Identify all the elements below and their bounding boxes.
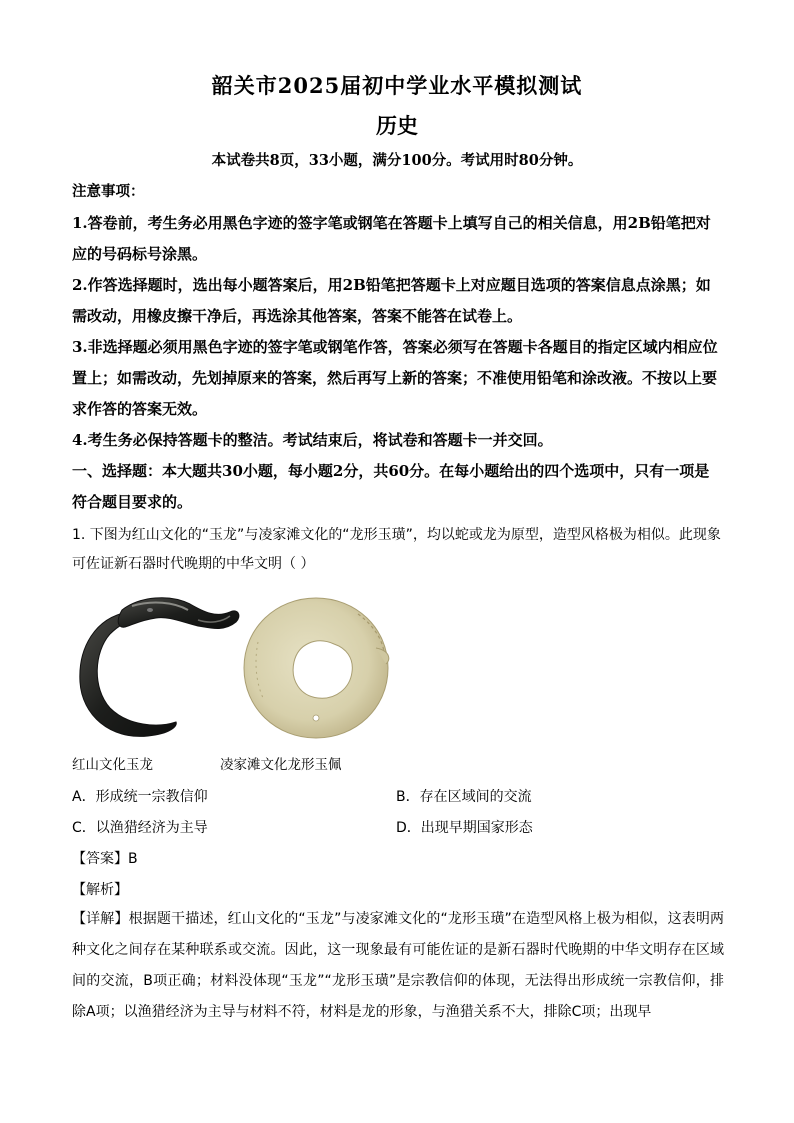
exam-info: 本试卷共8页，33小题，满分100分。考试用时80分钟。: [211, 152, 583, 169]
notice-item-2: 2.作答选择题时，选出每小题答案后，用2B铅笔把答题卡上对应题目选项的答案信息点涂黑；如需改动，用橡皮擦干净后，再选涂其他答案，答案不能答在试卷上。: [72, 276, 711, 325]
detail-label: 【详解】: [72, 911, 129, 927]
jade-pendant-icon: [238, 592, 396, 742]
notice-heading: 注意事项：: [72, 183, 145, 200]
answer-label: 【答案】B: [72, 851, 138, 867]
detail-paragraph: [72, 904, 724, 1028]
subject-title: 历史: [376, 113, 418, 138]
jade-dragon-icon: [70, 590, 245, 745]
analysis-label: 【解析】: [72, 882, 128, 898]
question-1-stem: 1. 下图为红山文化的“玉龙”与凌家滩文化的“龙形玉璜”，均以蛇或龙为原型，造型风格极为相似。此现象可佐证新石器时代晚期的中华文明（ ）: [72, 527, 721, 572]
section-heading: 一、选择题：本大题共30小题，每小题2分，共60分。在每小题给出的四个选项中，只有一项是符合题目要求的。: [72, 462, 710, 511]
image-caption-1: 红山文化玉龙: [72, 757, 153, 773]
page-title: 韶关市2025届初中学业水平模拟测试: [211, 73, 583, 98]
notice-item-3: 3.非选择题必须用黑色字迹的签字笔或钢笔作答，答案必须写在答题卡各题目的指定区域内相应位置上；如需改动，先划掉原来的答案，然后再写上新的答案；不准使用铅笔和涂改液。不按以上要求作答的答案无效。: [72, 338, 718, 418]
notice-item-4: 4.考生务必保持答题卡的整洁。考试结束后，将试卷和答题卡一并交回。: [72, 431, 553, 449]
detail-text: 根据题干描述，红山文化的“玉龙”与凌家滩文化的“龙形玉璜”在造型风格上极为相似，这表明两种文化之间存在某种联系或交流。因此，这一现象最有可能佐证的是新石器时代晚期的中华文明存在区域间的交流，B项正确；材料没体现“玉龙”“龙形玉璜”是宗教信仰的体现，无法得出形成统一宗教信仰，排除A项；以渔猎经济为主导与材料不符，材料是龙的形象，与渔猎关系不大，排除C项；出现早: [72, 911, 725, 1020]
option-a[interactable]: A．形成统一宗教信仰: [72, 789, 208, 805]
option-c[interactable]: C．以渔猎经济为主导: [72, 820, 208, 836]
notice-item-1: 1.答卷前，考生务必用黑色字迹的签字笔或钢笔在答题卡上填写自己的相关信息，用2B铅笔把对应的号码标号涂黑。: [72, 214, 711, 263]
option-b[interactable]: B．存在区域间的交流: [396, 789, 532, 805]
image-caption-2: 凌家滩文化龙形玉佩: [220, 757, 342, 773]
option-d[interactable]: D．出现早期国家形态: [396, 820, 533, 836]
